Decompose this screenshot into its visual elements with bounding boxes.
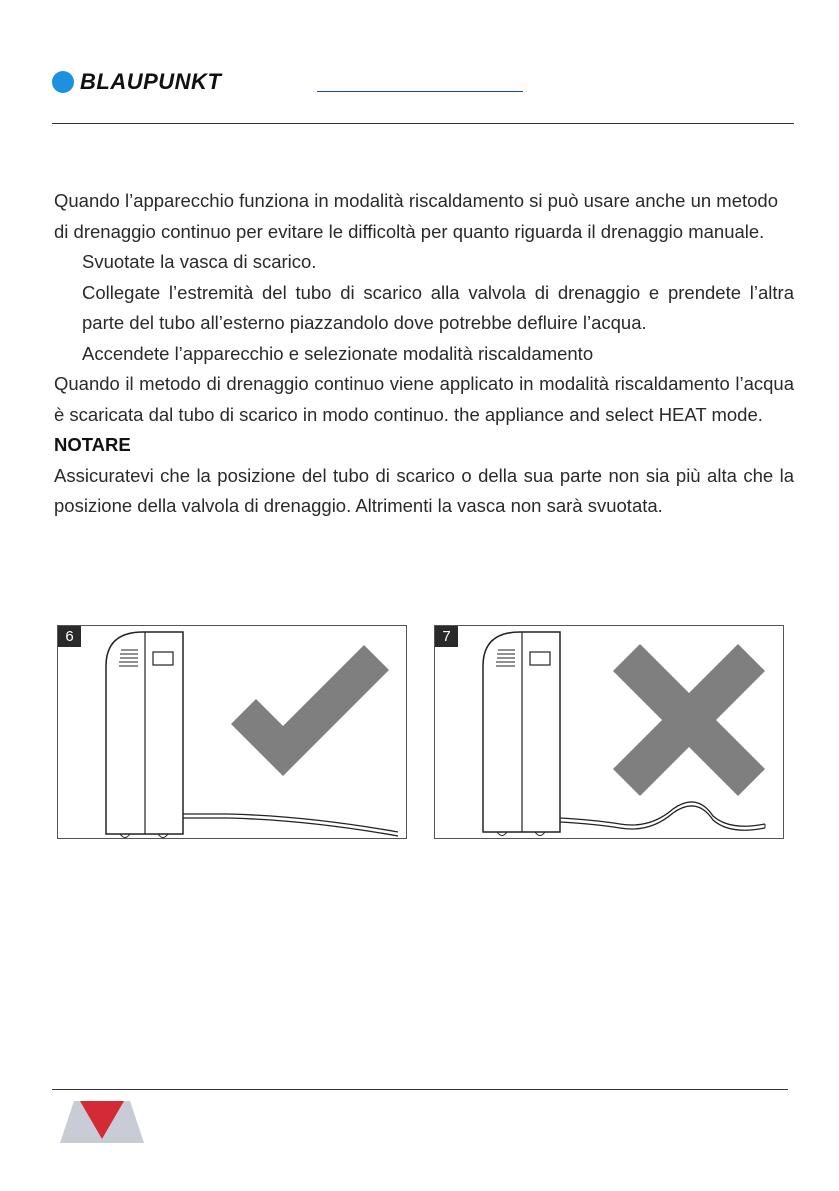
figure-number: 6 xyxy=(58,626,81,647)
brand-name: BLAUPUNKT xyxy=(80,69,222,94)
step-2: Collegate l’estremità del tubo di scarico alla valvola di drenaggio e prendete l’altra parte del tubo all’esterno piazzandolo dove potrebbe defluire l’acqua. xyxy=(82,281,794,333)
cross-icon xyxy=(613,644,765,796)
step-3: Accendete l’apparecchio e selezionate modalità riscaldamento xyxy=(82,342,594,364)
figure-7-illustration xyxy=(435,626,783,838)
figure-6 xyxy=(57,625,407,839)
note-text: Assicuratevi che la posizione del tubo di scarico o della sua parte non sia più alta che la posizione della valvola di drenaggio. Altrimenti la vasca non sarà svuotata. xyxy=(54,464,794,516)
blaupunkt-logo xyxy=(52,68,221,96)
step-1: Svuotate la vasca di scarico. xyxy=(82,251,317,272)
footer-divider xyxy=(52,1089,788,1090)
figure-number: 7 xyxy=(435,626,458,647)
header-divider xyxy=(52,123,794,124)
brand-dot-icon xyxy=(52,71,74,93)
intro-paragraph: Quando l’apparecchio funziona in modalità riscaldamento si può usare anche un metodo di drenaggio continuo per evitare le difficoltà per quanto riguarda il drenaggio manuale. xyxy=(54,190,779,242)
bigbed-logo xyxy=(60,1101,144,1161)
continuation-paragraph: Quando il metodo di drenaggio continuo viene applicato in modalità riscaldamento l’acqua è scaricata dal tubo di scarico in modo continuo. the appliance and select HEAT mode. xyxy=(54,373,794,425)
header-link-underline[interactable] xyxy=(317,91,523,92)
note-title: NOTARE xyxy=(54,434,131,455)
page-content xyxy=(54,186,794,522)
figure-7 xyxy=(434,625,784,839)
figure-6-illustration xyxy=(58,626,406,838)
checkmark-icon xyxy=(231,645,389,776)
